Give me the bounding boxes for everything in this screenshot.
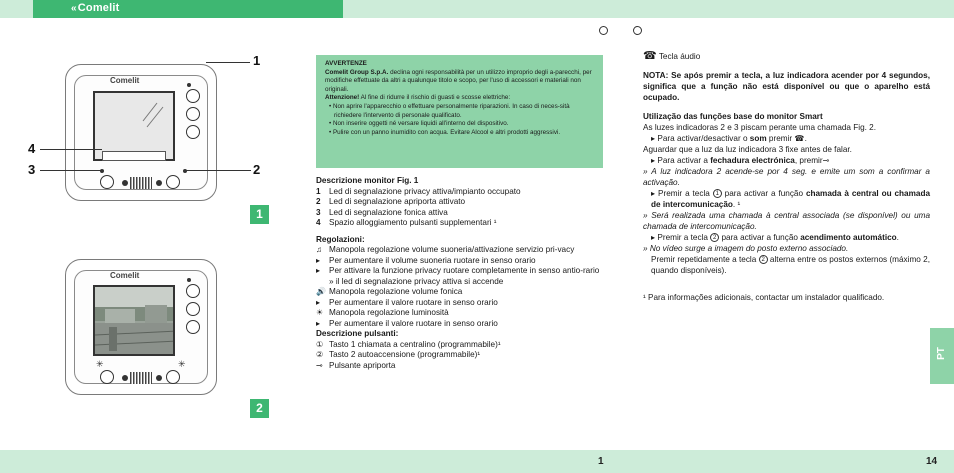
pulsante-line: Pulsante apriporta bbox=[329, 360, 396, 370]
key-door-icon: ⊸ bbox=[822, 156, 830, 165]
warning-bullet: • Pulire con un panno inumidito con acqua. Evitare Alcool e altri prodotti aggressivi. bbox=[329, 128, 561, 136]
header-bar bbox=[0, 0, 954, 18]
speaker-grill bbox=[130, 177, 152, 189]
registration-circle-icon bbox=[599, 26, 608, 35]
key-1-button[interactable] bbox=[186, 89, 200, 103]
speaker-grill bbox=[130, 372, 152, 384]
page-number-right: 14 bbox=[926, 456, 938, 467]
page-number-left: 1 bbox=[598, 456, 604, 467]
key-1-icon: 1 bbox=[713, 189, 722, 198]
regolazione-line: Manopola regolazione volume suoneria/attivazione servizio pri-vacy bbox=[329, 245, 575, 254]
key-2-icon: 2 bbox=[710, 233, 719, 242]
monitor-brand: Comelit bbox=[110, 271, 140, 280]
header-green-block bbox=[33, 0, 343, 18]
triangle-right-icon: ▸ bbox=[651, 134, 656, 143]
door-release-button[interactable] bbox=[186, 320, 200, 334]
monitor-brand: Comelit bbox=[110, 76, 140, 85]
warning-box bbox=[316, 55, 603, 168]
key-2-icon: 2 bbox=[759, 255, 768, 264]
regolazione-line: » il led di segnalazione privacy attiva si accende bbox=[329, 276, 504, 286]
door-button[interactable] bbox=[166, 370, 180, 384]
monitor-figure-1 bbox=[65, 64, 217, 201]
regolazione-line: Manopola regolazione volume fonica bbox=[329, 287, 463, 296]
warning-bullet: • Non inserire oggetti né versare liquidi all'interno del dispositivo. bbox=[329, 120, 509, 128]
warning-title: AVVERTENZE bbox=[325, 60, 367, 67]
monitor-item: 2 Led di segnalazione apriporta attivato bbox=[316, 197, 466, 206]
key-2-button[interactable] bbox=[186, 302, 200, 316]
pulsanti-heading: Descrizione pulsanti: bbox=[316, 329, 399, 338]
comelit-logo: «Comelit bbox=[71, 2, 120, 14]
warning-bullet: • Non aprire l'apparecchio o effettuare personalmente riparazioni. In caso di neces-sità richiedere l'intervento di personale qualificato. bbox=[329, 102, 570, 119]
triangle-right-icon: ▸ bbox=[316, 297, 321, 307]
monitor-figure-2 bbox=[65, 259, 217, 395]
handset-icon: ☎ bbox=[643, 50, 657, 62]
music-note-icon: ♫ bbox=[316, 245, 322, 254]
italian-description bbox=[316, 176, 606, 371]
callout-2: 2 bbox=[253, 162, 261, 177]
monitor-item: 4 Spazio alloggiamento pulsanti supplementari ¹ bbox=[316, 218, 497, 227]
key-1-button[interactable] bbox=[186, 284, 200, 298]
warning-body: Comelit Group S.p.A. declina ogni responsabilità per un utilizzo improprio degli a-parecchi, per modifiche effettuate da altri a qualunque titolo e scopo, per l'uso di accessori e materiali non originali. bbox=[325, 68, 592, 93]
regolazione-line: Per aumentare il valore ruotare in senso orario bbox=[329, 297, 498, 307]
monitor-heading: Descrizione monitor Fig. 1 bbox=[316, 176, 419, 185]
triangle-right-icon: ▸ bbox=[651, 156, 656, 165]
figure-2-badge: 2 bbox=[250, 399, 269, 418]
regolazione-line: Manopola regolazione luminosità bbox=[329, 308, 449, 317]
monitor-screen-live bbox=[93, 285, 175, 356]
note-line: » A luz indicadora 2 acende-se por 4 seg. e emite um som a confirmar a activação. bbox=[643, 167, 930, 187]
audio-button[interactable] bbox=[100, 175, 114, 189]
brightness-icon: ☀ bbox=[316, 308, 324, 317]
outdoor-camera-image-icon bbox=[95, 287, 175, 356]
note-line: » Será realizada uma chamada à central associada (se disponível) ou uma chamada de intercomunicação. bbox=[643, 211, 930, 231]
figure-1-badge: 1 bbox=[250, 205, 269, 224]
monitor-item: 1 Led di segnalazione privacy attiva/impianto occupato bbox=[316, 186, 521, 196]
pulsante-line: Tasto 1 chiamata a centralino (programmabile)¹ bbox=[329, 339, 501, 349]
triangle-right-icon: ▸ bbox=[651, 233, 656, 242]
key-2-icon: ② bbox=[316, 350, 324, 359]
speaker-volume-icon: 🔊 bbox=[316, 287, 326, 296]
wait-text: Aguardar que a luz da luz indicadora 3 fixe antes de falar. bbox=[643, 145, 852, 154]
knob-small bbox=[122, 375, 128, 381]
led-privacy bbox=[187, 83, 191, 87]
callout-3: 3 bbox=[28, 162, 36, 177]
callout-line-3 bbox=[40, 170, 102, 171]
smart-intro: As luzes indicadoras 2 e 3 piscam perante uma chamada Fig. 2. bbox=[643, 123, 877, 132]
handset-icon: ☎ bbox=[794, 134, 805, 143]
led-blinking-icon: ✳ bbox=[178, 359, 186, 369]
registration-circle-icon bbox=[633, 26, 642, 35]
callout-line-1 bbox=[206, 62, 250, 63]
key-door-icon: ⊸ bbox=[316, 360, 323, 370]
key-2-button[interactable] bbox=[186, 107, 200, 121]
regolazioni-heading: Regolazioni: bbox=[316, 234, 365, 244]
smart-heading: Utilização das funções base do monitor Smart bbox=[643, 112, 823, 121]
extra-buttons-slot bbox=[102, 151, 166, 161]
triangle-right-icon: ▸ bbox=[651, 189, 656, 198]
door-button[interactable] bbox=[166, 175, 180, 189]
knob-small bbox=[156, 180, 162, 186]
regolazione-line: Per aumentare il valore ruotare in senso orario bbox=[329, 318, 498, 328]
audio-button[interactable] bbox=[100, 370, 114, 384]
note-line: » No vídeo surge a imagem do posto externo associado. bbox=[643, 244, 849, 253]
key-1-icon: ① bbox=[316, 339, 324, 349]
triangle-right-icon: ▸ bbox=[316, 266, 321, 275]
footer-bar bbox=[0, 450, 954, 473]
door-release-button[interactable] bbox=[186, 125, 200, 139]
footnote: ¹ Para informações adicionais, contactar um instalador qualificado. bbox=[643, 293, 885, 302]
led-privacy bbox=[187, 278, 191, 282]
callout-4: 4 bbox=[28, 141, 36, 156]
audio-key-label: Tecla áudio bbox=[658, 52, 701, 61]
callout-line-4 bbox=[40, 149, 102, 150]
portuguese-instructions: ☎ Tecla áudio NOTA: Se após premir a tecla, a luz indicadora acender por 4 segundos, significa que a função não está disponível ou que o aparelho está ocupado. Utilização das funções base do monitor Smart As luzes indicadoras 2 e 3 piscam perante uma chamada Fig. 2. ▸ Para activar/desactivar o som premir ☎. Aguardar que a luz da luz indicadora 3 fixe antes de falar. ▸ Para activar a fechadura electrónica, premir⊸ » A luz indicadora 2 acende-se por 4 seg. e emite um som a confirmar a activação. ▸ Premir a tecla 1 para activar a função chamada à central ou chamada de intercomunicação. ¹ » Será realizada uma chamada à central associada (se disponível) ou uma chamada de intercomunicação. ▸ Premir a tecla 2 para activar a função acendimento automático. » No vídeo surge a imagem do posto externo associado. Premir repetidamente a tecla 2 alterna entre os postos externos (máximo 2, quando disponíveis). ¹ Para informações adicionais, contactar um instalador qualificado. bbox=[643, 50, 931, 302]
chevron-logo-icon: « bbox=[71, 3, 77, 14]
callout-1: 1 bbox=[253, 53, 261, 68]
pulsante-line: Tasto 2 autoaccensione (programmabile)¹ bbox=[329, 350, 481, 359]
language-tab: PT bbox=[930, 328, 954, 384]
knob-small bbox=[122, 180, 128, 186]
warning-attention: Attenzione! Al fine di ridurre il rischio di guasti e scosse elettriche: bbox=[325, 94, 511, 102]
regolazione-line: Per attivare la funzione privacy ruotare completamente in senso antio-rario bbox=[329, 266, 600, 275]
nota-text: NOTA: Se após premir a tecla, a luz indicadora acender por 4 segundos, significa que a função não está disponível ou que o aparelho está ocupado. bbox=[643, 71, 930, 102]
knob-small bbox=[156, 375, 162, 381]
monitor-item: 3 Led di segnalazione fonica attiva bbox=[316, 207, 448, 217]
led-blinking-icon: ✳ bbox=[96, 359, 104, 369]
triangle-right-icon: ▸ bbox=[316, 318, 321, 328]
triangle-right-icon: ▸ bbox=[316, 255, 321, 265]
regolazione-line: Per aumentare il volume suoneria ruotare in senso orario bbox=[329, 255, 536, 265]
callout-line-2 bbox=[185, 170, 251, 171]
